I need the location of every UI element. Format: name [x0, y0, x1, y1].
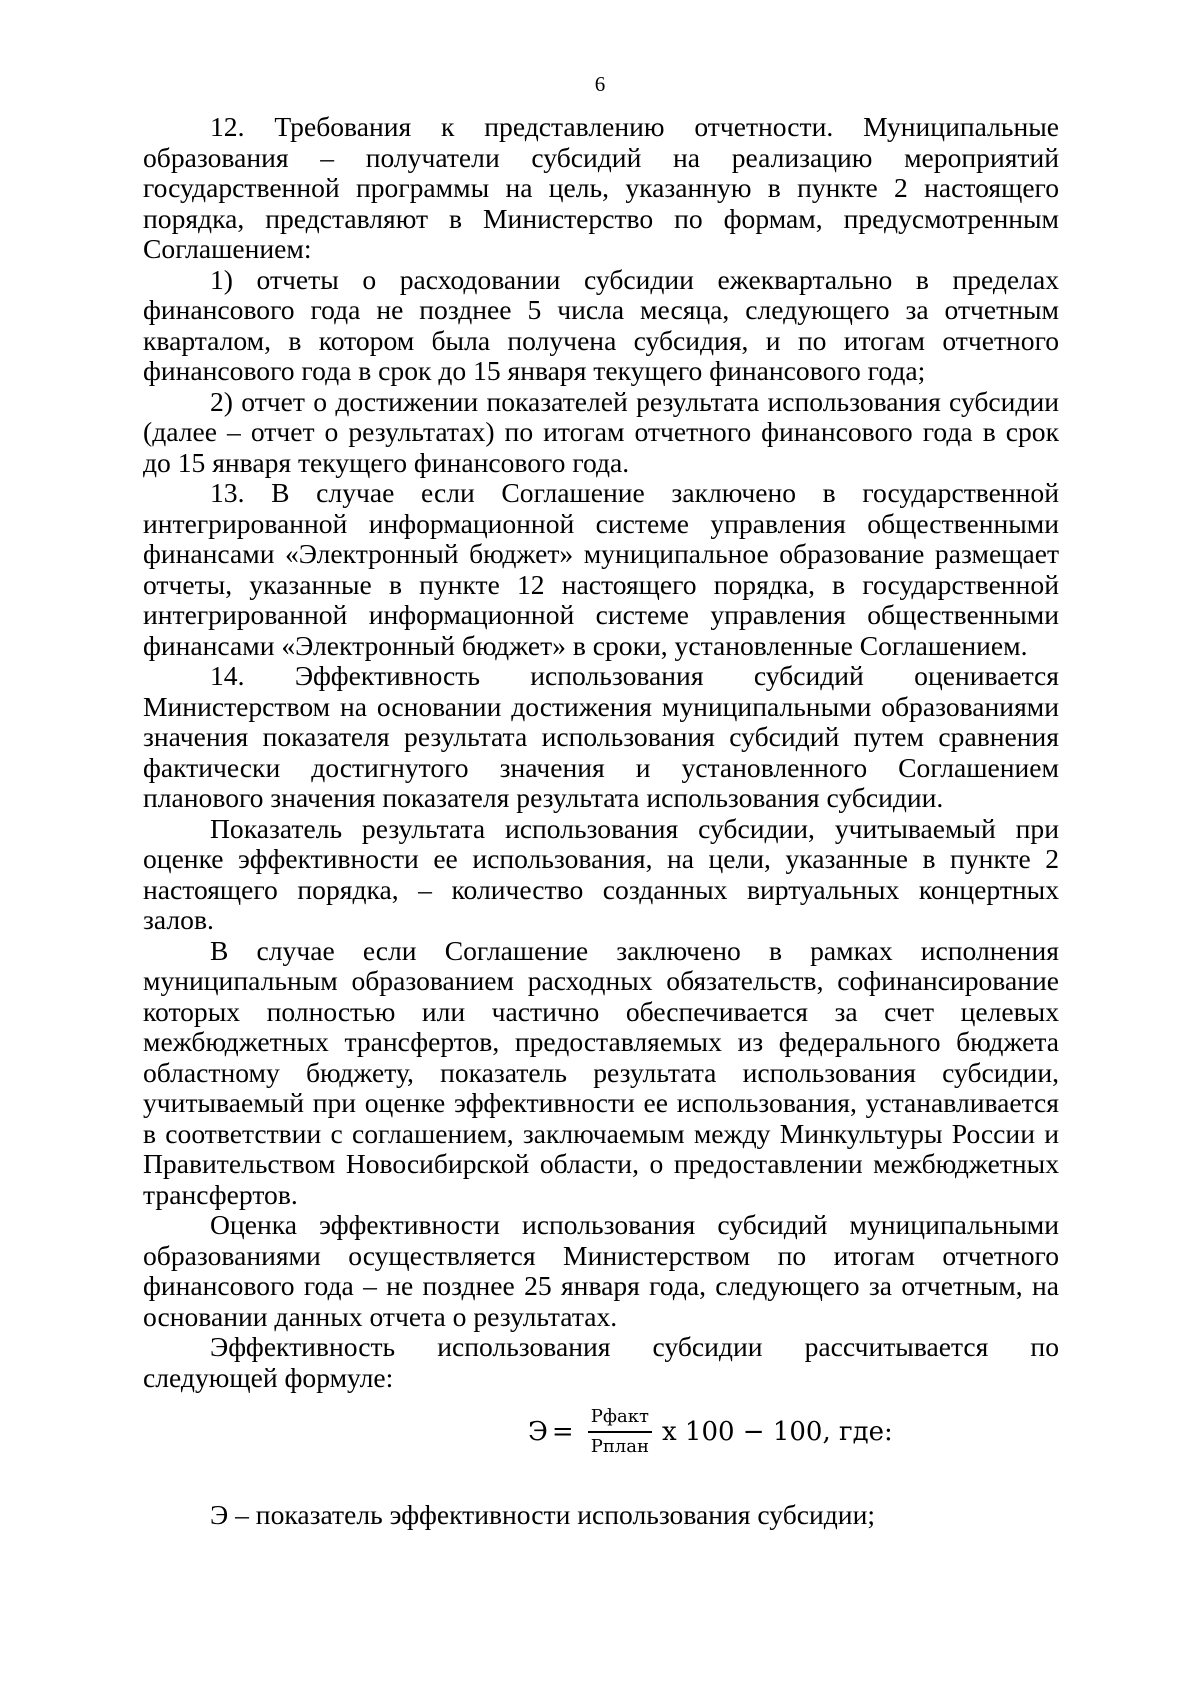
formula-equals: = — [551, 1416, 574, 1447]
formula-denominator: Pплан — [590, 1435, 649, 1457]
definition-line: Э – показатель эффективности использования субсидии; — [210, 1499, 875, 1530]
document-body — [143, 112, 1059, 1393]
paragraph-12-item-1: 1) отчеты о расходовании субсидии ежеквартально в пределах финансового года не позднее 5 числа месяца, следующего за отчетным кварталом, в котором была получена субсидия, и по итогам отчетного финансового года в срок до 15 января текущего финансового года; — [143, 263, 1059, 386]
paragraph-14: 14. Эффективность использования субсидий оценивается Министерством на основании достижения муниципальными образованиями значения показателя результата использования субсидий путем сравнения фактически достигнутого значения и установленного Соглашением планового значения показателя результата использования субсидии. — [143, 660, 1059, 813]
paragraph-cofinancing: В случае если Соглашение заключено в рамках исполнения муниципальным образованием расходных обязательств, софинансирование которых полностью или частично обеспечивается за счет целевых межбюджетных трансфертов, предоставляемых из федерального бюджета областному бюджету, показатель результата использования субсидии, учитываемый при оценке эффективности ее использования, устанавливается в соответствии с соглашением, заключаемым между Минкультуры России и Правительством Новосибирской области, о предоставлении межбюджетных трансфертов. — [143, 934, 1059, 1210]
formula-rest: x 100 − 100, где: — [661, 1416, 893, 1447]
efficiency-formula — [528, 1405, 893, 1459]
formula-lhs: Э — [528, 1416, 548, 1447]
formula-fraction — [588, 1405, 652, 1459]
paragraph-indicator: Показатель результата использования субсидии, учитываемый при оценке эффективности ее использования, на цели, указанные в пункте 2 настоящего порядка, – количество созданных виртуальных концертных залов. — [143, 812, 1059, 935]
paragraph-12: 12. Требования к представлению отчетности. Муниципальные образования – получатели субсидий на реализацию мероприятий государственной программы на цель, указанную в пункте 2 настоящего порядка, представляют в Министерство по формам, предусмотренным Соглашением: — [143, 111, 1059, 264]
formula-block — [0, 1405, 1200, 1485]
paragraph-12-item-2: 2) отчет о достижении показателей результата использования субсидии (далее – отчет о результатах) по итогам отчетного финансового года в срок до 15 января текущего финансового года. — [143, 385, 1059, 478]
paragraph-formula-intro: Эффективность использования субсидии рассчитывается по следующей формуле: — [143, 1331, 1059, 1393]
page-number: 6 — [594, 72, 606, 96]
fraction-bar — [588, 1431, 652, 1433]
formula-numerator: Pфакт — [590, 1406, 649, 1427]
paragraph-13: 13. В случае если Соглашение заключено в государственной интегрированной информационной системе управления общественными финансами «Электронный бюджет» муниципальное образование размещает отчеты, указанные в пункте 12 настоящего порядка, в государственной интегрированной информационной системе управления общественными финансами «Электронный бюджет» в сроки, установленные Соглашением. — [143, 477, 1059, 661]
paragraph-evaluation: Оценка эффективности использования субсидий муниципальными образованиями осуществляется Министерством по итогам отчетного финансового года – не позднее 25 января года, следующего за отчетным, на основании данных отчета о результатах. — [143, 1209, 1059, 1332]
